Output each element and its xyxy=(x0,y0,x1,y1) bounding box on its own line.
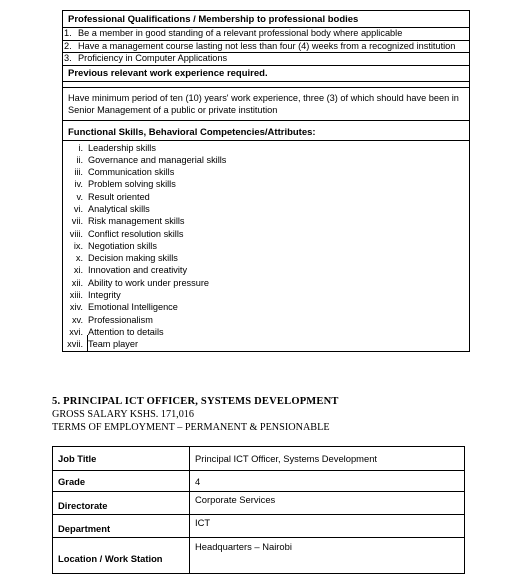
list-number: viii. xyxy=(69,228,83,239)
list-text: Communication skills xyxy=(88,167,175,178)
list-number: ii. xyxy=(76,154,83,165)
list-number: ix. xyxy=(73,240,83,251)
list-number: iv. xyxy=(74,179,83,190)
list-number: 2. xyxy=(64,40,72,51)
list-number: vii. xyxy=(71,216,83,227)
list-text: Decision making skills xyxy=(88,253,178,264)
list-item xyxy=(63,53,469,66)
list-number: i. xyxy=(78,142,83,153)
list-item xyxy=(63,314,469,326)
list-item xyxy=(63,154,469,166)
list-item xyxy=(63,240,469,252)
list-text: Be a member in good standing of a relevant professional body where applicable xyxy=(78,28,403,38)
list-text: Attention to details xyxy=(88,326,164,337)
row-value: Corporate Services xyxy=(190,492,465,515)
experience-text: Have minimum period of ten (10) years' work experience, three (3) of which should have been in Senior Management of a public or private institution xyxy=(63,88,469,121)
list-text: Ability to work under pressure xyxy=(88,277,210,288)
requirements-block xyxy=(62,10,470,352)
list-number: 1. xyxy=(64,28,72,38)
list-number: xi. xyxy=(73,265,83,276)
list-text: Negotiation skills xyxy=(88,240,157,251)
table-row xyxy=(53,515,465,538)
list-item xyxy=(63,252,469,264)
position-title: 5. PRINCIPAL ICT OFFICER, SYSTEMS DEVELOPMENT xyxy=(52,396,339,407)
list-item xyxy=(63,277,469,289)
gross-salary: GROSS SALARY KSHS. 171,016 xyxy=(52,409,194,420)
list-item xyxy=(63,215,469,227)
list-text: Analytical skills xyxy=(88,203,150,214)
list-text: Integrity xyxy=(88,290,121,301)
table-row xyxy=(53,492,465,515)
list-item xyxy=(63,41,469,54)
list-item xyxy=(63,166,469,178)
list-number: vi. xyxy=(73,203,83,214)
list-text: Professionalism xyxy=(88,314,153,325)
row-value: Principal ICT Officer, Systems Development xyxy=(190,447,465,471)
list-text: Risk management skills xyxy=(88,216,185,227)
list-item xyxy=(63,289,469,301)
row-label: Department xyxy=(53,515,190,538)
list-number: xvii. xyxy=(67,339,83,350)
list-number: xiii. xyxy=(69,290,83,301)
competencies-heading: Functional Skills, Behavioral Competencies/Attributes: xyxy=(63,124,469,141)
list-item xyxy=(63,264,469,276)
terms-of-employment: TERMS OF EMPLOYMENT – PERMANENT & PENSIONABLE xyxy=(52,422,330,433)
list-item xyxy=(63,142,469,154)
list-number: iii. xyxy=(74,167,83,178)
list-item xyxy=(63,338,469,350)
row-value: 4 xyxy=(190,471,465,492)
number-column-box xyxy=(63,335,88,351)
row-label: Grade xyxy=(53,471,190,492)
row-label: Job Title xyxy=(53,447,190,471)
row-value: Headquarters – Nairobi xyxy=(190,538,465,574)
table-row xyxy=(53,538,465,574)
list-text: Governance and managerial skills xyxy=(88,154,227,165)
row-value: ICT xyxy=(190,515,465,538)
list-number: xvi. xyxy=(69,326,83,337)
list-text: Conflict resolution skills xyxy=(88,228,184,239)
list-item xyxy=(63,326,469,338)
qualifications-heading: Professional Qualifications / Membership to professional bodies xyxy=(63,11,469,28)
list-item xyxy=(63,191,469,203)
row-label: Location / Work Station xyxy=(53,538,190,574)
list-number: xv. xyxy=(71,314,83,325)
list-number: xii. xyxy=(71,277,83,288)
table-row xyxy=(53,447,465,471)
qualifications-list xyxy=(63,28,469,66)
row-label: Directorate xyxy=(53,492,190,515)
list-number: v. xyxy=(76,191,83,202)
job-details-table xyxy=(52,446,465,574)
list-text: Innovation and creativity xyxy=(88,265,188,276)
list-text: Team player xyxy=(88,339,139,350)
experience-heading: Previous relevant work experience required. xyxy=(63,66,469,82)
list-number: xiv. xyxy=(69,302,83,313)
list-item xyxy=(63,178,469,190)
competencies-list xyxy=(63,141,469,352)
table-row xyxy=(53,471,465,492)
list-number: 3. xyxy=(64,53,72,63)
list-item xyxy=(63,228,469,240)
list-text: Proficiency in Computer Applications xyxy=(78,53,228,63)
list-text: Leadership skills xyxy=(88,142,156,153)
list-item xyxy=(63,28,469,41)
list-item xyxy=(63,203,469,215)
list-text: Problem solving skills xyxy=(88,179,176,190)
list-text: Result oriented xyxy=(88,191,150,202)
list-item xyxy=(63,301,469,313)
list-text: Emotional Intelligence xyxy=(88,302,178,313)
list-number: x. xyxy=(75,253,83,264)
list-text: Have a management course lasting not less than four (4) weeks from a recognized institution xyxy=(78,40,456,51)
